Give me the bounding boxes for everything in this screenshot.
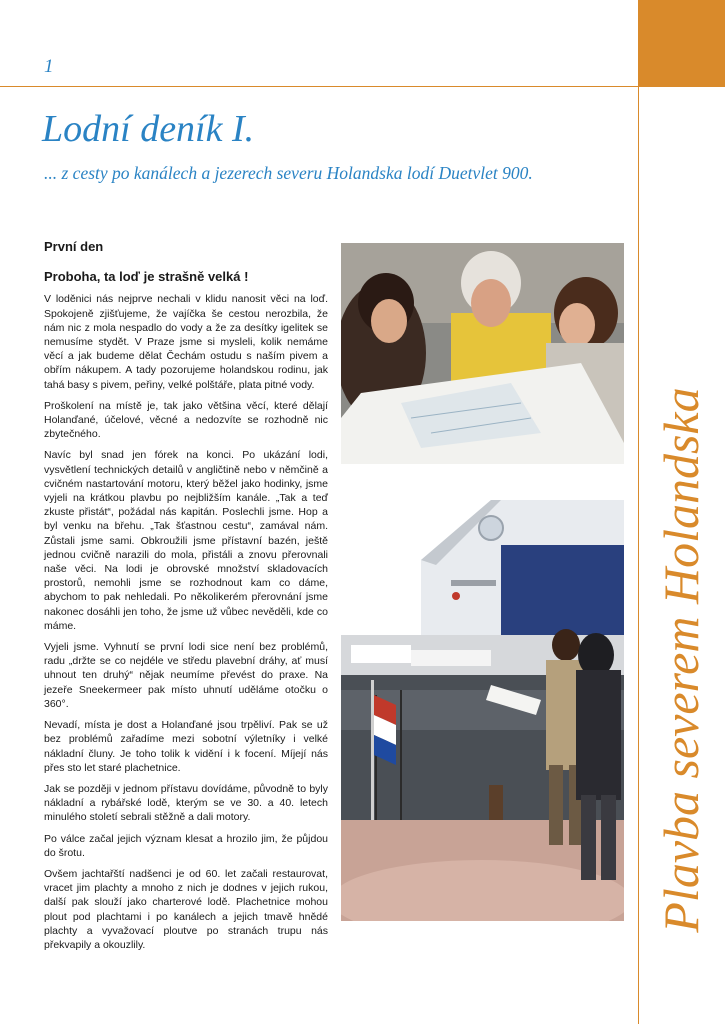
photo-map-reading (341, 243, 624, 464)
paragraph: Vyjeli jsme. Vyhnutí se první lodi sice není bez problémů, radu „držte se co nejdéle ve středu plavební dráhy, ať musí uhnout ten druhý“ nějak neumíme převést do praxe. Na jezeře Sneekermeer pak místo uhnutí uděláme otočku o 360°. (44, 641, 328, 710)
article-subtitle: ... z cesty po kanálech a jezerech severu Holandska lodí Duetvlet 900. (44, 163, 533, 183)
paragraph: Nevadí, místa je dost a Holanďané jsou trpěliví. Pak se už bez problémů zařadíme mezi sobotní výletníky i velké nákladní čluny. Je toho tolik k vidění i k focení. Míjejí nás přes sto let staré plachetnice. (44, 719, 328, 774)
article-title: Lodní deník I. (42, 108, 255, 150)
paragraph: Navíc byl snad jen fórek na konci. Po ukázání lodi, vysvětlení technických detailů v angličtině nebo v němčině a cvičném nastartování motoru, který běžel jako hodinky, jsme vyjeli na krátkou plavbu po nejbližším kanále. „Tak a teď zkuste přistát“, požádal nás kapitán. Poslechli jsme. Hop a byl venku na břehu. „Tak šťastnou cestu“, zamával nám. Zůstali jsme sami. Obkroužili jsme přístavní bazén, ještě jednou cvičně narazili do mola, přistáli a znovu přerovnali naše věci. Na lodi je obrovské množství skladovacích prostorů, nemohli jsme se rozhodnout kam co dáme, abychom to pak nehledali. Po několikerém přerovnání jsme nakonec dosáhli jen toho, že jsme už vůbec nevěděli, kde co máme. (44, 449, 328, 632)
paragraph: Po válce začal jejich význam klesat a hrozilo jim, že půjdou do šrotu. (44, 832, 328, 859)
page-number: 1 (44, 56, 54, 77)
heading-day: První den (44, 239, 104, 254)
article-body (44, 240, 328, 959)
paragraph: V loděnici nás nejprve nechali v klidu nanosit věci na loď. Spokojeně zjišťujeme, že vajíčka še cestou nerozbila, že nám nic z mola nespadlo do vody a že za desítky igelitek se nemusíme stydět. V Praze jsme si mysleli, kolik nemáme věcí a jak budeme dělat Čechám ostudu s naším pivem a obřím nákupem. A tady pozorujeme holandskou rodinu, jak tahá basy s pivem, peřiny, velké polštáře, plata pitné vody. (44, 293, 328, 391)
paragraph: Proškolení na místě je, tak jako většina věcí, které dělají Holanďané, účelové, věcné a nedozvíte se rozhodně nic zbytečného. (44, 399, 328, 441)
top-rule (0, 86, 638, 87)
right-rule (638, 87, 639, 1024)
side-title: Plavba severem Holandska (653, 387, 709, 933)
photo-harbour (341, 500, 624, 921)
heading-sub: Proboha, ta loď je strašně velká ! (44, 269, 249, 285)
orange-corner-block (638, 0, 725, 87)
paragraph: Jak se později v jednom přístavu dovídáme, původně to byly nákladní a rybářské lodě, kterým se ve 30. a 40. letech minulého století sebrali stěžně a dali motory. (44, 782, 328, 824)
paragraph: Ovšem jachtařští nadšenci je od 60. let začali restaurovat, vracet jim plachty a mnoho z nich je dodnes v jejich rukou, další pak slouží jako charterové lodě. Plachetnice mohou plout pod plachtami i po kanálech a jejich tmavě hnědé plachty a vyvažovací ploutve po stranách trupu nás překvapily a okouzlily. (44, 867, 328, 951)
